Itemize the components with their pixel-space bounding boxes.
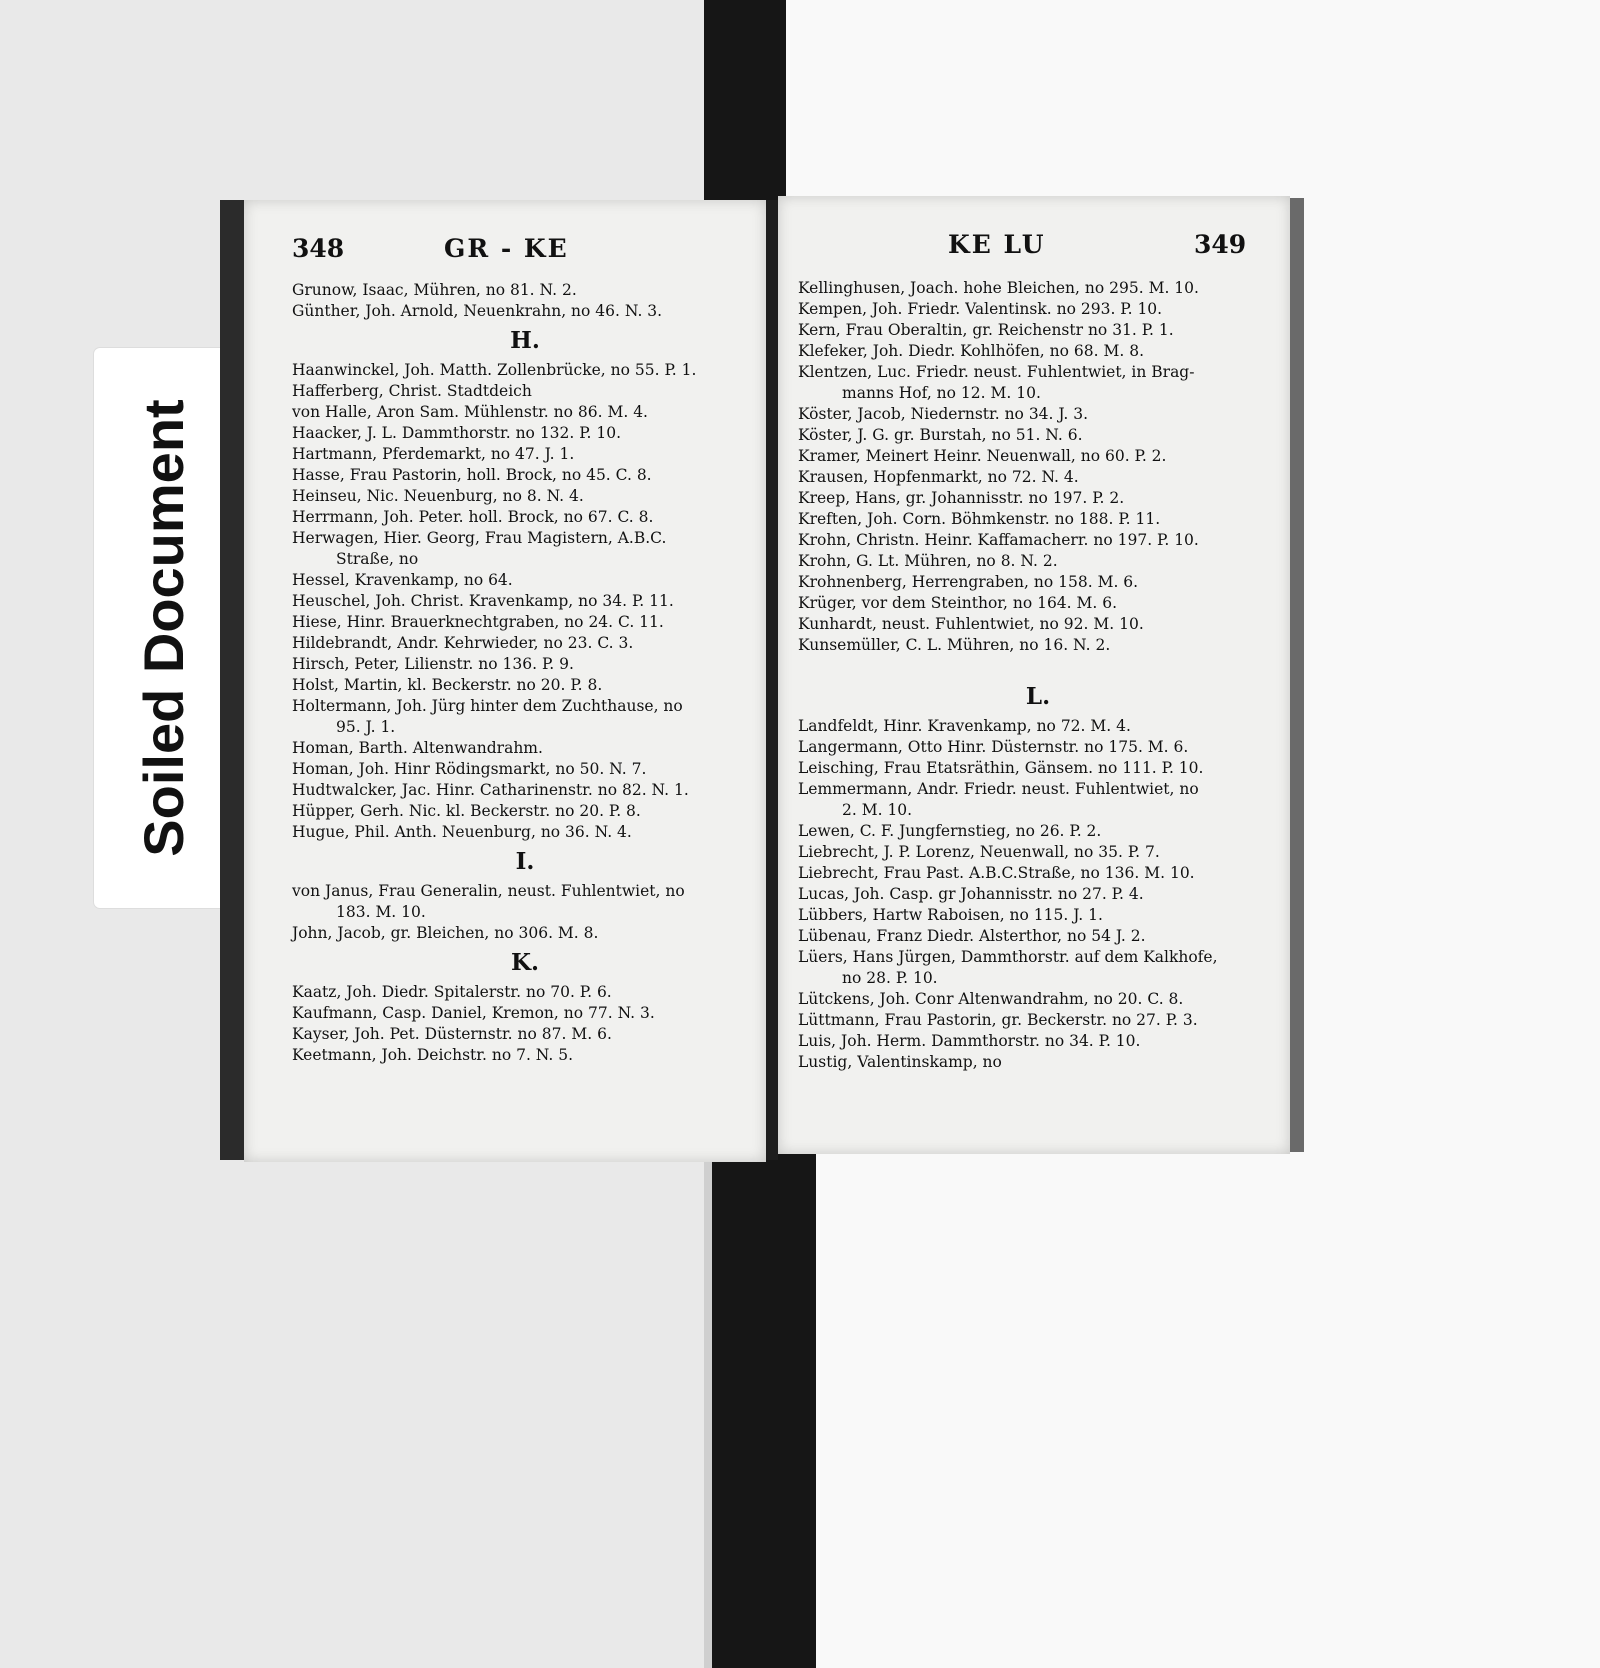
directory-entry: Kern, Frau Oberaltin, gr. Reichenstr no 31. P. 1. [798, 321, 1174, 339]
book-edge-right [1290, 198, 1304, 1152]
directory-entry: von Janus, Frau Generalin, neust. Fuhlentwiet, no [292, 882, 685, 900]
left-entry-list [292, 280, 758, 1066]
directory-entry: Kramer, Meinert Heinr. Neuenwall, no 60. P. 2. [798, 447, 1167, 465]
binding-strap-bottom [712, 1150, 816, 1668]
book-spine-left [220, 200, 244, 1160]
directory-entry: Krohnenberg, Herrengraben, no 158. M. 6. [798, 573, 1139, 591]
directory-entry: Lütckens, Joh. Conr Altenwandrahm, no 20. C. 8. [798, 990, 1184, 1008]
directory-entry: Kreften, Joh. Corn. Böhmkenstr. no 188. P. 11. [798, 510, 1161, 528]
section-heading: I. [515, 848, 535, 875]
entry-continuation: 183. M. 10. [336, 903, 426, 921]
directory-entry: Krausen, Hopfenmarkt, no 72. N. 4. [798, 468, 1079, 486]
directory-entry: Kaufmann, Casp. Daniel, Kremon, no 77. N. 3. [292, 1004, 655, 1022]
directory-entry: Homan, Barth. Altenwandrahm. [292, 739, 543, 757]
directory-entry: Lucas, Joh. Casp. gr Johannisstr. no 27. P. 4. [798, 885, 1144, 903]
directory-entry: Heuschel, Joh. Christ. Kravenkamp, no 34. P. 11. [292, 592, 674, 610]
directory-entry: Luis, Joh. Herm. Dammthorstr. no 34. P. 10. [798, 1032, 1141, 1050]
directory-entry: Heinseu, Nic. Neuenburg, no 8. N. 4. [292, 487, 584, 505]
directory-entry: Haanwinckel, Joh. Matth. Zollenbrücke, no 55. P. 1. [292, 361, 697, 379]
directory-entry: Holtermann, Joh. Jürg hinter dem Zuchthause, no [292, 697, 683, 715]
right-page [778, 196, 1290, 1154]
directory-entry: Langermann, Otto Hinr. Düsternstr. no 175. M. 6. [798, 738, 1189, 756]
directory-entry: Hiese, Hinr. Brauerknechtgraben, no 24. C. 11. [292, 613, 664, 631]
directory-entry: Günther, Joh. Arnold, Neuenkrahn, no 46. N. 3. [292, 302, 663, 320]
section-heading: H. [510, 327, 540, 354]
directory-entry: Krohn, G. Lt. Mühren, no 8. N. 2. [798, 552, 1058, 570]
directory-entry: Lewen, C. F. Jungfernstieg, no 26. P. 2. [798, 822, 1102, 840]
directory-entry: Krohn, Christn. Heinr. Kaffamacherr. no 197. P. 10. [798, 531, 1199, 549]
entry-continuation: manns Hof, no 12. M. 10. [842, 384, 1041, 402]
directory-entry: Hessel, Kravenkamp, no 64. [292, 571, 513, 589]
directory-entry: Hildebrandt, Andr. Kehrwieder, no 23. C. 3. [292, 634, 634, 652]
page-number-right: 349 [1194, 230, 1247, 259]
section-heading: L. [1025, 683, 1051, 710]
directory-entry: Hasse, Frau Pastorin, holl. Brock, no 45. C. 8. [292, 466, 652, 484]
soiled-document-label: Soiled Document [132, 399, 195, 857]
directory-entry: John, Jacob, gr. Bleichen, no 306. M. 8. [292, 924, 599, 942]
blank-line [798, 656, 1278, 678]
entry-continuation: Straße, no [336, 550, 419, 568]
directory-entry: Hafferberg, Christ. Stadtdeich [292, 382, 532, 400]
directory-entry: Homan, Joh. Hinr Rödingsmarkt, no 50. N. 7. [292, 760, 647, 778]
directory-entry: Liebrecht, J. P. Lorenz, Neuenwall, no 35. P. 7. [798, 843, 1160, 861]
directory-entry: Kayser, Joh. Pet. Düsternstr. no 87. M. 6. [292, 1025, 612, 1043]
directory-entry: Klefeker, Joh. Diedr. Kohlhöfen, no 68. M. 8. [798, 342, 1144, 360]
page-number-left: 348 [292, 234, 345, 263]
directory-entry: Lüers, Hans Jürgen, Dammthorstr. auf dem Kalkhofe, [798, 948, 1218, 966]
directory-entry: Leisching, Frau Etatsräthin, Gänsem. no 111. P. 10. [798, 759, 1204, 777]
directory-entry: Köster, Jacob, Niedernstr. no 34. J. 3. [798, 405, 1089, 423]
directory-entry: Holst, Martin, kl. Beckerstr. no 20. P. 8. [292, 676, 603, 694]
directory-entry: Herwagen, Hier. Georg, Frau Magistern, A.B.C. [292, 529, 667, 547]
entry-continuation: 95. J. 1. [336, 718, 396, 736]
directory-entry: Hüpper, Gerh. Nic. kl. Beckerstr. no 20. P. 8. [292, 802, 641, 820]
directory-entry: Kunsemüller, C. L. Mühren, no 16. N. 2. [798, 636, 1111, 654]
right-entry-list [798, 278, 1278, 1073]
entry-continuation: no 28. P. 10. [842, 969, 938, 987]
directory-entry: Kunhardt, neust. Fuhlentwiet, no 92. M. 10. [798, 615, 1144, 633]
directory-entry: Kellinghusen, Joach. hohe Bleichen, no 295. M. 10. [798, 279, 1199, 297]
directory-entry: Haacker, J. L. Dammthorstr. no 132. P. 10. [292, 424, 622, 442]
directory-entry: Grunow, Isaac, Mühren, no 81. N. 2. [292, 281, 577, 299]
directory-entry: Hartmann, Pferdemarkt, no 47. J. 1. [292, 445, 575, 463]
running-header-right: KE LU [948, 230, 1046, 259]
directory-entry: von Halle, Aron Sam. Mühlenstr. no 86. M. 4. [292, 403, 648, 421]
directory-entry: Hirsch, Peter, Lilienstr. no 136. P. 9. [292, 655, 574, 673]
directory-entry: Kaatz, Joh. Diedr. Spitalerstr. no 70. P. 6. [292, 983, 612, 1001]
directory-entry: Landfeldt, Hinr. Kravenkamp, no 72. M. 4. [798, 717, 1131, 735]
directory-entry: Hugue, Phil. Anth. Neuenburg, no 36. N. 4. [292, 823, 632, 841]
running-header-left: GR - KE [444, 234, 569, 263]
directory-entry: Liebrecht, Frau Past. A.B.C.Straße, no 136. M. 10. [798, 864, 1195, 882]
directory-entry: Lübbers, Hartw Raboisen, no 115. J. 1. [798, 906, 1103, 924]
directory-entry: Hudtwalcker, Jac. Hinr. Catharinenstr. no 82. N. 1. [292, 781, 689, 799]
directory-entry: Köster, J. G. gr. Burstah, no 51. N. 6. [798, 426, 1083, 444]
directory-entry: Kreep, Hans, gr. Johannisstr. no 197. P. 2. [798, 489, 1125, 507]
entry-continuation: 2. M. 10. [842, 801, 913, 819]
directory-entry: Keetmann, Joh. Deichstr. no 7. N. 5. [292, 1046, 574, 1064]
binding-strap-top [704, 0, 786, 204]
directory-entry: Herrmann, Joh. Peter. holl. Brock, no 67. C. 8. [292, 508, 654, 526]
directory-entry: Lustig, Valentinskamp, no [798, 1053, 1002, 1071]
section-heading: K. [511, 949, 539, 976]
directory-entry: Krüger, vor dem Steinthor, no 164. M. 6. [798, 594, 1118, 612]
directory-entry: Lübenau, Franz Diedr. Alsterthor, no 54 J. 2. [798, 927, 1146, 945]
directory-entry: Kempen, Joh. Friedr. Valentinsk. no 293. P. 10. [798, 300, 1163, 318]
book-gutter [766, 200, 778, 1160]
left-page [244, 200, 766, 1162]
directory-entry: Lemmermann, Andr. Friedr. neust. Fuhlentwiet, no [798, 780, 1199, 798]
directory-entry: Lüttmann, Frau Pastorin, gr. Beckerstr. no 27. P. 3. [798, 1011, 1198, 1029]
directory-entry: Klentzen, Luc. Friedr. neust. Fuhlentwiet, in Brag- [798, 363, 1195, 381]
